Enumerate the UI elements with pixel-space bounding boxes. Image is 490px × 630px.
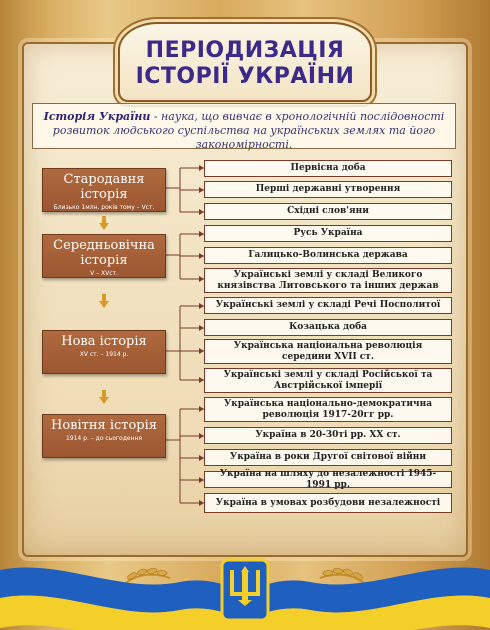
era-name: Стародавня історія <box>63 172 145 202</box>
list-item: Русь Україна <box>204 225 452 242</box>
list-item: Перші державні утворення <box>204 181 452 198</box>
list-item: Українські землі у складі Великого князівства Литовського та інших держав <box>204 268 452 293</box>
era-contemporary <box>42 414 166 458</box>
list-item: Україна в роки Другої світової війни <box>204 449 452 466</box>
list-item: Україна в умовах розбудови незалежності <box>204 493 452 513</box>
era-name: Новітня історія <box>51 418 157 433</box>
list-item: Українські землі у складі Російської та Австрійської імперії <box>204 368 452 393</box>
down-arrow-icon <box>99 390 109 404</box>
definition-box <box>32 103 456 149</box>
definition-text: - наука, що вивчає в хронологічній послідовності розвиток людського суспільства на українських землях та його закономірності. <box>52 110 445 151</box>
page-title-line-1: ПЕРІОДИЗАЦІЯ <box>145 38 345 63</box>
era-dates: XV ст. – 1914 р. <box>79 351 129 358</box>
era-dates: V – XVст. <box>90 270 118 277</box>
era-ancient <box>42 168 166 212</box>
list-item: Первісна доба <box>204 160 452 177</box>
list-item: Україна на шляху до незалежності 1945-1991 рр. <box>204 471 452 488</box>
era-dates: Близько 1млн. років тому – Vст. <box>53 204 155 211</box>
era-name: Середньовічна історія <box>53 238 155 268</box>
list-item: Українська національно-демократична революція 1917-20гг рр. <box>204 397 452 422</box>
list-item: Україна в 20-30ті рр. ХХ ст. <box>204 427 452 444</box>
era-modern <box>42 330 166 374</box>
down-arrow-icon <box>99 216 109 230</box>
list-item: Східні слов'яни <box>204 203 452 220</box>
list-item: Галицько-Волинська держава <box>204 247 452 264</box>
flag-ribbon <box>0 548 490 630</box>
list-item: Українські землі у складі Речі Посполитої <box>204 297 452 314</box>
list-item: Українська національна революція середини XVII ст. <box>204 339 452 364</box>
definition-term: Історія України <box>43 110 151 123</box>
era-name: Нова історія <box>61 334 147 349</box>
era-dates: 1914 р. – до сьогодення <box>65 435 143 442</box>
down-arrow-icon <box>99 294 109 308</box>
era-medieval <box>42 234 166 278</box>
page-title-line-2: ІСТОРІЇ УКРАЇНИ <box>135 64 355 89</box>
list-item: Козацька доба <box>204 319 452 336</box>
page-title <box>118 38 372 90</box>
